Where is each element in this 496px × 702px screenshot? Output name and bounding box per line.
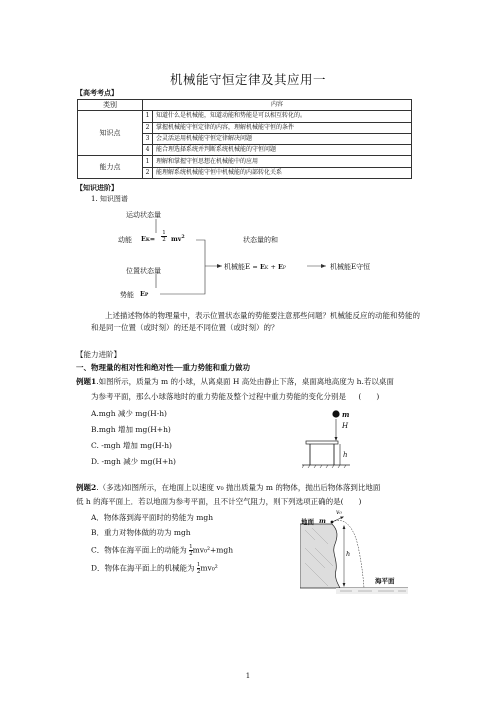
option-d-text: D．物体在海平面上的机械能为 — [91, 563, 195, 573]
example2-line1 — [76, 482, 380, 493]
knowledge-heading: 【知识进阶】 — [76, 183, 118, 192]
row-text: 能理解系统机械能守恒中机械能的内部转化关系 — [153, 167, 412, 178]
example1-option-b: B.mgh 增加 mg(H+h) — [91, 425, 171, 434]
row-number: 3 — [143, 133, 153, 144]
row-text: 掌握机械能守恒定律的内容，理解机械能守恒的条件 — [153, 122, 412, 133]
mech-ep: E — [278, 263, 283, 271]
figure1-H-label: H — [342, 422, 349, 430]
example1-answer-blank: ( ) — [358, 392, 380, 401]
mech-equals: = — [252, 263, 258, 271]
option-c-text: C．物体在海平面上的动能为 — [91, 545, 187, 555]
ground-hatch — [302, 465, 346, 468]
table-header-content: 内容 — [143, 100, 412, 111]
h-arrow-top — [343, 525, 346, 529]
example2-option-c — [91, 544, 233, 557]
row-text: 理解和掌握守恒思想在机械能中的应用 — [153, 156, 412, 167]
row-number: 1 — [143, 111, 153, 122]
example1-text: .如图所示，质量为 m 的小球，从离桌面 H 高处由静止下落，桌面离地高度为 h.若以桌面 — [96, 377, 394, 386]
example1-line1 — [76, 376, 394, 387]
potential-subscript: P — [144, 293, 149, 298]
figure1-m-label: m — [342, 410, 350, 419]
example2-option-a: A．物体落到海平面时的势能为 mgh — [91, 513, 214, 522]
motion-state-label: 运动状态量 — [126, 211, 161, 219]
example2-option-d — [91, 562, 218, 575]
figure2-sea-label: 海平面 — [375, 577, 395, 585]
row-text: 能合理选择系统并判断系统机械能的守恒问题 — [153, 145, 412, 156]
figure1-h-label: h — [343, 451, 348, 459]
kinetic-superscript: 2 — [181, 235, 185, 240]
option-d-denominator: 2 — [196, 569, 201, 575]
example1-option-d: D. -mgh 减少 mg(H+h) — [91, 457, 176, 466]
example2-option-b: B．重力对物体做的功为 mgh — [91, 528, 191, 537]
potential-label: 势能 — [120, 291, 134, 299]
table-category-knowledge: 知识点 — [78, 111, 143, 156]
table-category-ability: 能力点 — [78, 156, 143, 179]
kinetic-mv: mv — [171, 235, 182, 244]
mech-ek-sub: K — [264, 266, 269, 271]
kinetic-symbol: E — [141, 235, 146, 243]
option-d-tail: mv₀² — [200, 563, 218, 573]
row-number: 1 — [143, 156, 153, 167]
page-title: 机械能守恒定律及其应用一 — [169, 72, 326, 87]
cliff-shape — [300, 524, 340, 588]
ability-heading: 【能力进阶】 — [76, 350, 121, 359]
velocity-arrowhead — [340, 517, 344, 520]
row-text: 会灵活运用机械能守恒定律解决问题 — [153, 133, 412, 144]
row-number: 2 — [143, 122, 153, 133]
potential-symbol: E — [140, 290, 145, 298]
kinetic-subscript: K — [145, 238, 150, 243]
figure2-h-label: h — [346, 550, 351, 558]
page-number: 1 — [245, 672, 251, 680]
height-H-arrow — [335, 437, 338, 441]
figure2-m-label: m — [319, 517, 326, 525]
example1-line2 — [91, 391, 379, 402]
table-ball-figure — [302, 407, 372, 477]
ball-icon — [332, 410, 339, 417]
mechanical-conservation-label: 机械能E守恒 — [330, 263, 371, 271]
exam-points-heading: 【高考考点】 — [76, 88, 118, 97]
mech-ep-sub: P — [282, 266, 286, 271]
sum-arrowhead — [217, 264, 222, 268]
row-number: 2 — [143, 167, 153, 178]
conserve-arrowhead — [321, 264, 326, 268]
bracket-line — [160, 240, 205, 294]
section-one-heading: 一、物理量的相对性和绝对性──重力势能和重力做功 — [76, 363, 251, 372]
mech-plus: + — [270, 263, 276, 271]
example2-text: .（多选)如图所示，在地面上以速度 v₀ 抛出质量为 m 的物体，抛出后物体落到比地面 — [96, 483, 381, 492]
state-sum-label: 状态量的和 — [243, 236, 278, 244]
mech-ek: E — [259, 263, 265, 271]
option-c-numerator: 1 — [189, 544, 193, 550]
kinetic-equals: = — [149, 235, 156, 243]
option-c-tail: mv₀²+mgh — [192, 545, 234, 555]
option-d-numerator: 1 — [196, 562, 201, 568]
option-c-denominator: 2 — [189, 551, 193, 557]
figure2-ground-label: 地面 — [301, 518, 314, 526]
row-text: 知道什么是机械能，知道动能和势能是可以相互转化的。 — [153, 111, 412, 122]
mech-energy-text: 机械能E — [224, 263, 251, 271]
table-top — [306, 441, 338, 444]
example2-label: 例题2 — [76, 483, 97, 492]
table-header-category: 类别 — [78, 100, 143, 111]
example1-label: 例题1 — [76, 377, 97, 386]
kinetic-label: 动能 — [118, 236, 132, 244]
h-arrow-bottom — [343, 583, 346, 587]
half-denominator: 2 — [162, 237, 166, 243]
position-state-label: 位置状态量 — [126, 267, 161, 275]
example1-option-c: C. -mgh 增加 mg(H-h) — [91, 441, 172, 450]
example2-line2: 低 h 的海平面上．若以地面为参考平面，且不计空气阻力，则下列选项正确的是( ) — [76, 497, 362, 506]
intro-paragraph: 上述描述物体的物理量中，表示位置状态量的势能要注意那些问题？机械能反应的动能和势能的和是同一位置（或时刻）的还是不同位置（或时刻）的？ — [91, 311, 420, 332]
half-numerator: 1 — [162, 230, 166, 236]
knowledge-map-label: 1. 知识图谱 — [91, 195, 128, 203]
row-number: 4 — [143, 145, 153, 156]
example1-text2: 为参考平面，那么小球落地时的重力势能及整个过程中重力势能的变化分别是 — [91, 392, 346, 401]
example1-option-a: A.mgh 减少 mg(H-h) — [91, 409, 167, 418]
figure2-v0-label: v₀ — [336, 509, 342, 516]
